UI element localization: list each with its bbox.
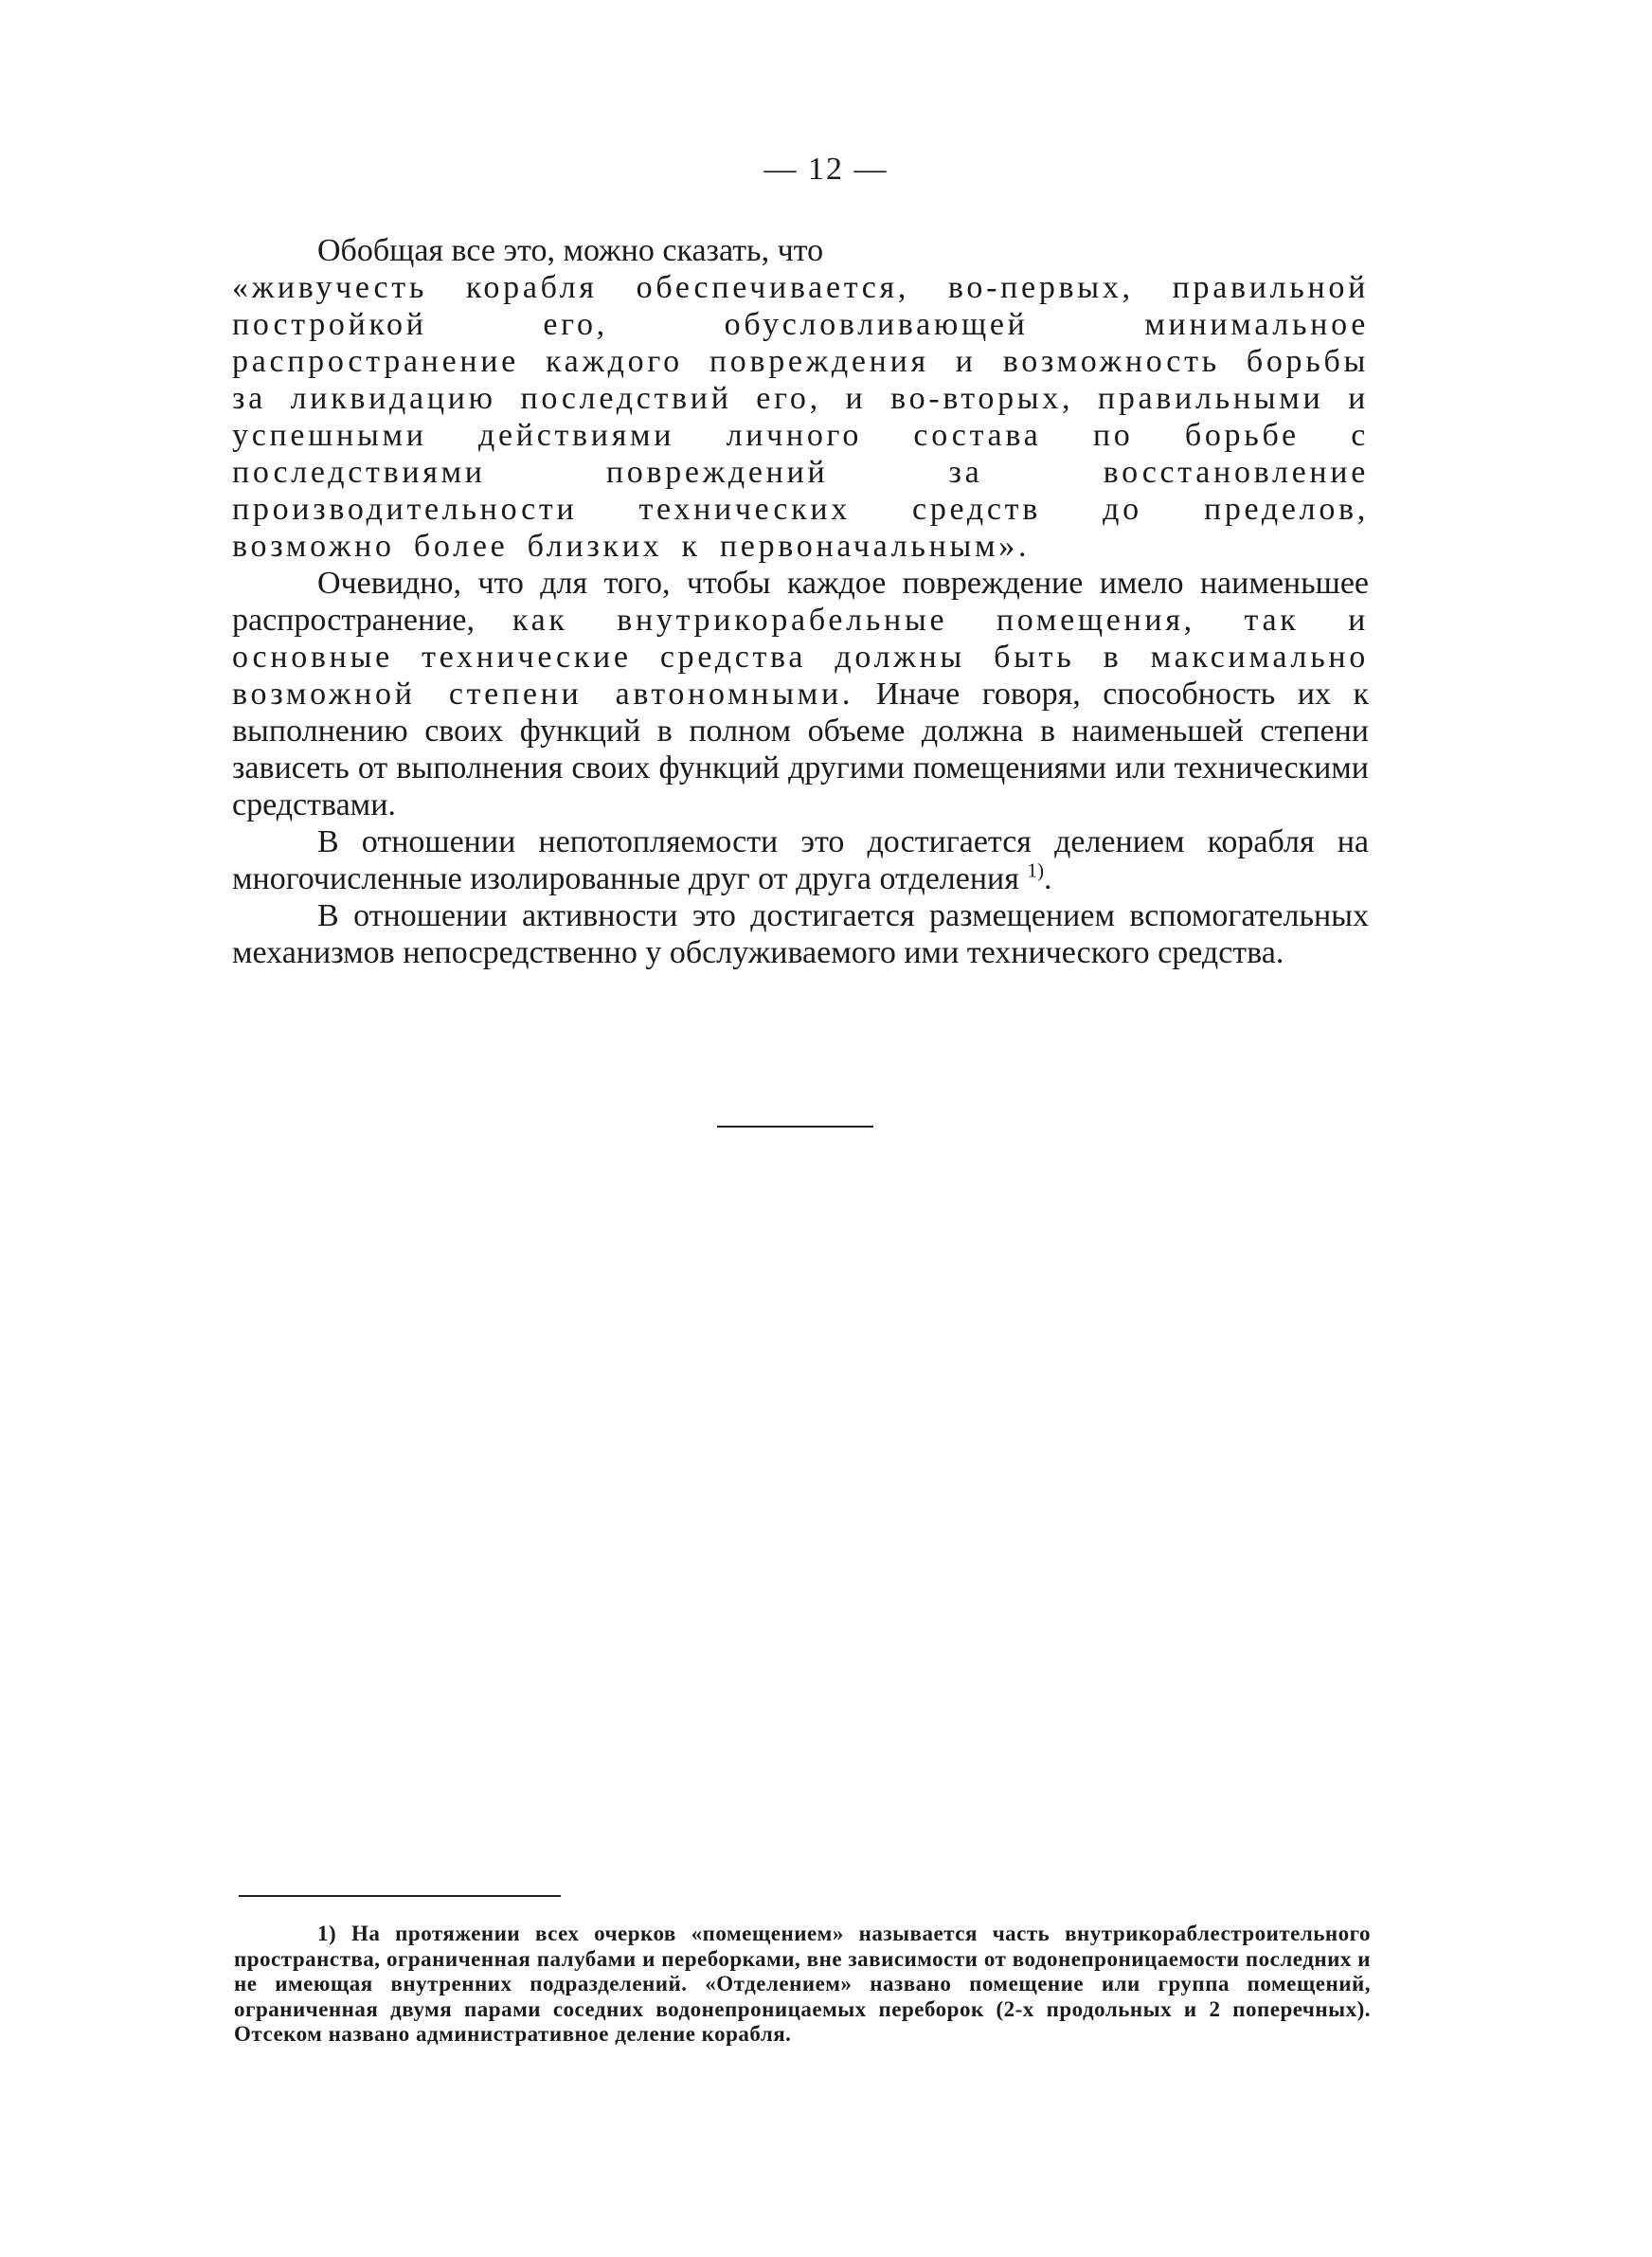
paragraph-autonomy-lead: Очевидно, что для того, чтобы каждое повреждение имело наименьшее распространение, bbox=[232, 566, 1369, 638]
footnote-separator bbox=[239, 1895, 561, 1897]
paragraph-autonomy-emphasis: как внутрикорабельные помещения, так и основные технические средства должны быть в максимально возможной степени автономными. bbox=[232, 603, 1369, 712]
page-number: — 12 — bbox=[763, 152, 889, 187]
paragraph-intro: Обобщая все это, можно сказать, что bbox=[317, 233, 824, 268]
footnote-reference[interactable]: 1) bbox=[1027, 858, 1044, 882]
paragraph-unsinkability bbox=[232, 823, 1369, 897]
paragraph-activity: В отношении активности это достигается размещением вспомогательных механизмов непосредственно у обслуживаемого ими технического средства. bbox=[232, 898, 1369, 970]
paragraph-autonomy bbox=[232, 565, 1369, 823]
main-text bbox=[232, 232, 1369, 971]
section-end-rule bbox=[717, 1126, 873, 1128]
paragraph-quote: «живучесть корабля обеспечивается, во-первых, правильной постройкой его, обусловливающей минимальное распространение каждого повреждения и возможность борьбы за ликвидацию последствий его, и во-вторых, правильными и успешными действиями личного состава по борьбе с последствиями повреждений за восстановление производительности технических средств до пределов, возможно более близких к первоначальным». bbox=[232, 270, 1369, 564]
footnote bbox=[234, 1922, 1371, 2048]
paragraph-unsinkability-end: . bbox=[1043, 861, 1052, 896]
paragraph-autonomy-tail: Иначе говоря, способность их к выполнению своих функций в полном объеме должна в наименьшей степени зависеть от выполнения своих функций другими помещениями или техническими средствами. bbox=[232, 677, 1370, 822]
footnote-marker: 1) bbox=[317, 1922, 337, 1945]
footnote-text: На протяжении всех очерков «помещением» называется часть внутрикораблестроительного пространства, ограниченная палубами и переборками, вне зависимости от водонепроницаемости последних и не имеющая внутренних подразделений. «Отделением» названо помещение или группа помещений, ограниченная двумя парами соседних водонепроницаемых переборок (2-х продольных и 2 поперечных). Отсеком названо административное деление корабля. bbox=[234, 1922, 1372, 2046]
paragraph-unsinkability-text: В отношении непотопляемости это достигается делением корабля на многочисленные изолированные друг от друга отделения bbox=[232, 824, 1369, 896]
